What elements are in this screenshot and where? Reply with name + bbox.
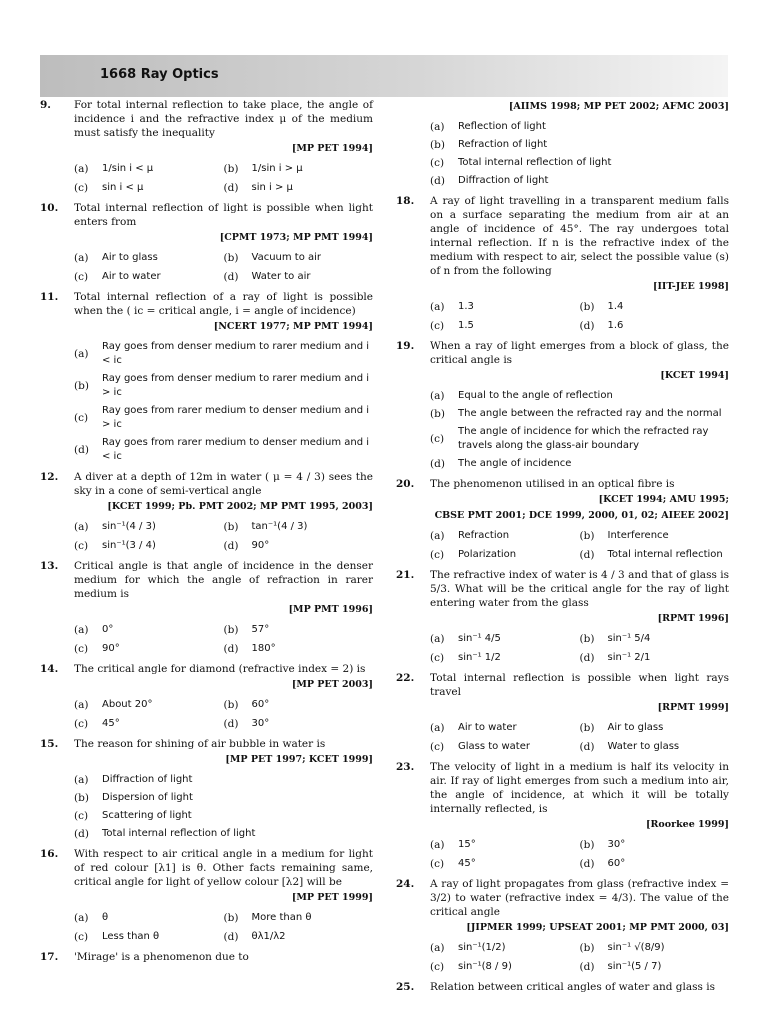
question-text: Relation between critical angles of water and glass is	[430, 981, 715, 993]
option-label: (a)	[430, 839, 445, 851]
question-source: [MP PMT 1996]	[288, 604, 373, 615]
option-label: (b)	[430, 408, 445, 420]
option-text: 1.5	[458, 320, 474, 331]
option-text: Ray goes from rarer medium to denser medium and i > ic	[102, 405, 370, 430]
option-label: (c)	[430, 433, 445, 445]
question-text: The critical angle for diamond (refractive index = 2) is	[74, 663, 366, 675]
answer-option	[430, 407, 729, 421]
option-text: sin⁻¹(5 / 7)	[607, 961, 662, 972]
option-label: (b)	[74, 792, 89, 804]
answer-options	[74, 162, 373, 195]
question-block	[396, 339, 729, 471]
answer-option	[430, 120, 729, 134]
option-text: Total internal reflection of light	[458, 157, 612, 168]
option-label: (d)	[223, 182, 239, 194]
option-label: (c)	[430, 652, 445, 664]
option-text: 1/sin i > μ	[251, 163, 303, 174]
question-block	[396, 100, 729, 188]
option-text: 1.3	[458, 301, 474, 312]
option-label: (c)	[430, 549, 445, 561]
question-text: Total internal reflection of a ray of light is possible when the ( ic = critical angle, i = angle of incidence)	[74, 291, 373, 317]
option-text: 30°	[251, 718, 270, 729]
option-text: Air to water	[458, 722, 517, 733]
question-source: [KCET 1999; Pb. PMT 2002; MP PMT 1995, 2003]	[107, 501, 373, 512]
option-label: (c)	[430, 157, 445, 169]
answer-option	[74, 698, 224, 712]
option-label: (d)	[579, 320, 595, 332]
answer-option	[74, 773, 373, 787]
answer-option	[580, 319, 730, 333]
question-source: [AIIMS 1998; MP PET 2002; AFMC 2003]	[508, 101, 729, 112]
option-label: (a)	[74, 252, 89, 264]
answer-option	[224, 698, 374, 712]
question-block	[40, 737, 373, 841]
question-source: [KCET 1994; AMU 1995;	[598, 494, 729, 505]
question-text: A ray of light propagates from glass (refractive index = 3/2) to water (refractive index = 4/3). The value of the critical angle	[430, 878, 729, 918]
answer-options	[430, 632, 729, 665]
option-text: Water to glass	[607, 741, 680, 752]
answer-options	[430, 120, 729, 188]
option-text: sin⁻¹(1/2)	[458, 942, 506, 953]
answer-option	[580, 300, 730, 314]
option-label: (d)	[430, 175, 445, 187]
question-number: 10.	[40, 202, 59, 214]
option-text: Ray goes from denser medium to rarer medium and i > ic	[102, 373, 370, 398]
option-label: (c)	[74, 182, 89, 194]
question-block	[396, 477, 729, 562]
question-number: 15.	[40, 738, 59, 750]
question-source: [MP PET 2003]	[291, 679, 373, 690]
answer-option	[224, 930, 374, 944]
option-label: (b)	[579, 530, 595, 542]
question-text: The velocity of light in a medium is half its velocity in air. If ray of light emerges from such a medium into air, the angle of incidence, at which it will be totally internally reflected, is	[430, 761, 729, 815]
question-block	[40, 950, 373, 964]
option-text: tan⁻¹(4 / 3)	[251, 521, 308, 532]
answer-option	[74, 911, 224, 925]
option-text: 45°	[102, 718, 120, 729]
answer-option	[74, 251, 224, 265]
question-number: 9.	[40, 99, 51, 111]
option-label: (d)	[74, 828, 89, 840]
answer-options	[74, 773, 373, 841]
option-label: (a)	[74, 163, 89, 175]
option-text: More than θ	[251, 912, 312, 923]
option-text: Interference	[607, 530, 669, 541]
answer-option	[74, 642, 224, 656]
option-label: (a)	[74, 624, 89, 636]
option-text: Refraction	[458, 530, 510, 541]
option-label: (c)	[430, 961, 445, 973]
answer-option	[580, 632, 730, 646]
answer-options	[430, 721, 729, 754]
option-text: 90°	[251, 540, 270, 551]
option-label: (d)	[579, 961, 595, 973]
answer-option	[224, 539, 374, 553]
option-label: (c)	[430, 741, 445, 753]
answer-option	[430, 941, 580, 955]
question-block	[40, 290, 373, 464]
question-text: Total internal reflection is possible when light rays travel	[430, 672, 729, 698]
option-text: sin⁻¹ √(8/9)	[607, 942, 665, 953]
option-text: About 20°	[102, 699, 153, 710]
option-text: Air to glass	[607, 722, 664, 733]
answer-option	[74, 162, 224, 176]
question-block	[40, 662, 373, 731]
option-label: (d)	[430, 458, 445, 470]
answer-options	[74, 623, 373, 656]
option-label: (c)	[74, 412, 89, 424]
question-number: 24.	[396, 878, 415, 890]
option-text: Diffraction of light	[458, 175, 549, 186]
question-text: For total internal reflection to take place, the angle of incidence i and the refractive index μ of the medium must satisfy the inequality	[74, 99, 373, 139]
option-label: (b)	[223, 521, 239, 533]
page-header	[40, 55, 728, 97]
question-number: 11.	[40, 291, 59, 303]
option-label: (a)	[74, 912, 89, 924]
answer-option	[224, 162, 374, 176]
option-label: (b)	[74, 380, 89, 392]
option-text: Dispersion of light	[102, 792, 193, 803]
question-number: 14.	[40, 663, 59, 675]
answer-option	[580, 740, 730, 754]
answer-option	[224, 251, 374, 265]
option-label: (a)	[74, 521, 89, 533]
answer-option	[580, 857, 730, 871]
question-source: [MP PET 1999]	[291, 892, 373, 903]
answer-option	[580, 721, 730, 735]
question-block	[40, 98, 373, 195]
question-text: Critical angle is that angle of incidence in the denser medium for which the angle of refraction in rarer medium is	[74, 560, 373, 600]
option-label: (b)	[223, 163, 239, 175]
option-text: sin i < μ	[102, 182, 144, 193]
option-label: (d)	[223, 718, 239, 730]
question-block	[396, 568, 729, 665]
question-number: 12.	[40, 471, 59, 483]
answer-option	[580, 960, 730, 974]
option-text: Polarization	[458, 549, 517, 560]
option-text: 1.4	[607, 301, 624, 312]
question-source: [RPMT 1996]	[657, 613, 729, 624]
option-text: Scattering of light	[102, 810, 192, 821]
option-text: 30°	[607, 839, 626, 850]
option-label: (b)	[579, 633, 595, 645]
option-text: Ray goes from rarer medium to denser medium and i < ic	[102, 437, 370, 462]
answer-option	[74, 340, 373, 368]
option-label: (b)	[579, 839, 595, 851]
question-block	[40, 847, 373, 944]
option-text: Less than θ	[102, 931, 160, 942]
question-source: [RPMT 1999]	[657, 702, 729, 713]
option-label: (a)	[74, 774, 89, 786]
left-column	[40, 98, 373, 967]
answer-option	[580, 838, 730, 852]
answer-option	[74, 520, 224, 534]
question-number: 19.	[396, 340, 415, 352]
option-text: Air to glass	[102, 252, 158, 263]
option-label: (c)	[74, 540, 89, 552]
answer-option	[430, 319, 580, 333]
question-text: Total internal reflection of light is possible when light enters from	[74, 202, 373, 228]
option-label: (d)	[74, 444, 89, 456]
answer-options	[74, 251, 373, 284]
option-label: (a)	[74, 699, 89, 711]
answer-option	[224, 623, 374, 637]
answer-option	[430, 389, 729, 403]
option-text: 180°	[251, 643, 276, 654]
option-label: (a)	[430, 722, 445, 734]
question-number: 20.	[396, 478, 415, 490]
question-source: CBSE PMT 2001; DCE 1999, 2000, 01, 02; AIEEE 2002]	[434, 510, 729, 521]
option-label: (a)	[430, 530, 445, 542]
question-block	[396, 194, 729, 333]
question-number: 17.	[40, 951, 59, 963]
question-number: 23.	[396, 761, 415, 773]
option-label: (a)	[430, 301, 445, 313]
answer-option	[74, 791, 373, 805]
option-text: sin⁻¹ 5/4	[607, 633, 651, 644]
option-text: sin⁻¹ 2/1	[607, 652, 651, 663]
question-block	[40, 559, 373, 656]
answer-option	[580, 651, 730, 665]
answer-option	[74, 539, 224, 553]
question-block	[396, 671, 729, 754]
option-text: The angle of incidence	[458, 458, 572, 469]
option-label: (d)	[223, 931, 239, 943]
answer-option	[580, 941, 730, 955]
option-text: 45°	[458, 858, 476, 869]
question-number: 22.	[396, 672, 415, 684]
option-label: (d)	[579, 549, 595, 561]
option-text: 0°	[102, 624, 114, 635]
option-text: Diffraction of light	[102, 774, 193, 785]
answer-options	[430, 941, 729, 974]
answer-option	[580, 529, 730, 543]
page-title: 1668 Ray Optics	[100, 67, 219, 82]
answer-options	[74, 520, 373, 553]
question-source: [JIPMER 1999; UPSEAT 2001; MP PMT 2000, 03]	[466, 922, 729, 933]
question-block	[396, 980, 729, 994]
answer-options	[430, 838, 729, 871]
option-text: 60°	[251, 699, 270, 710]
answer-option	[74, 930, 224, 944]
option-label: (c)	[430, 320, 445, 332]
answer-option	[430, 300, 580, 314]
answer-option	[74, 372, 373, 400]
question-text: 'Mirage' is a phenomenon due to	[74, 951, 249, 963]
answer-option	[74, 181, 224, 195]
answer-option	[430, 425, 729, 453]
option-text: sin i > μ	[251, 182, 293, 193]
option-label: (c)	[74, 718, 89, 730]
option-label: (b)	[223, 624, 239, 636]
option-text: θ	[102, 912, 109, 923]
question-number: 13.	[40, 560, 59, 572]
option-text: Equal to the angle of reflection	[458, 390, 613, 401]
option-label: (d)	[579, 741, 595, 753]
answer-options	[430, 389, 729, 471]
question-source: [IIT-JEE 1998]	[652, 281, 729, 292]
question-text: The refractive index of water is 4 / 3 and that of glass is 5/3. What will be the critical angle for the ray of light entering water from the glass	[430, 569, 729, 609]
option-text: sin⁻¹(3 / 4)	[102, 540, 156, 551]
option-label: (b)	[223, 252, 239, 264]
question-source: [MP PET 1997; KCET 1999]	[225, 754, 373, 765]
question-text: A ray of light travelling in a transparent medium falls on a surface separating the medium from air at an angle of incidence of 45°. The ray undergoes total internal reflection. If n is the refractive index of the medium with respect to air, select the possible value (s) of n from the following	[430, 195, 729, 277]
answer-options	[74, 911, 373, 944]
option-text: sin⁻¹ 4/5	[458, 633, 501, 644]
answer-option	[74, 270, 224, 284]
question-text: A diver at a depth of 12m in water ( μ = 4 / 3) sees the sky in a cone of semi-vertical angle	[74, 471, 373, 497]
option-label: (b)	[223, 699, 239, 711]
option-text: sin⁻¹(4 / 3)	[102, 521, 156, 532]
answer-option	[74, 809, 373, 823]
answer-options	[430, 529, 729, 562]
answer-option	[430, 138, 729, 152]
answer-option	[74, 623, 224, 637]
option-text: Reflection of light	[458, 121, 546, 132]
answer-option	[430, 838, 580, 852]
option-text: Refraction of light	[458, 139, 548, 150]
option-label: (d)	[223, 540, 239, 552]
option-text: Glass to water	[458, 741, 530, 752]
option-text: sin⁻¹ 1/2	[458, 652, 501, 663]
question-number: 25.	[396, 981, 415, 993]
answer-option	[74, 404, 373, 432]
question-block	[40, 201, 373, 284]
answer-option	[430, 174, 729, 188]
option-text: 1.6	[607, 320, 624, 331]
option-text: 90°	[102, 643, 120, 654]
question-text: When a ray of light emerges from a block of glass, the critical angle is	[430, 340, 729, 366]
option-label: (a)	[430, 390, 445, 402]
option-text: 1/sin i < μ	[102, 163, 154, 174]
question-number: 21.	[396, 569, 415, 581]
question-number: 18.	[396, 195, 415, 207]
option-label: (a)	[430, 633, 445, 645]
option-label: (d)	[223, 643, 239, 655]
answer-option	[224, 911, 374, 925]
option-text: θλ1/λ2	[251, 931, 286, 942]
option-text: Total internal reflection of light	[102, 828, 256, 839]
answer-option	[224, 642, 374, 656]
answer-option	[580, 548, 730, 562]
answer-option	[224, 717, 374, 731]
answer-option	[430, 632, 580, 646]
option-text: The angle between the refracted ray and the normal	[458, 408, 722, 419]
option-text: The angle of incidence for which the refracted ray travels along the glass-air boundary	[458, 426, 709, 451]
option-label: (b)	[579, 942, 595, 954]
question-text: The phenomenon utilised in an optical fibre is	[430, 478, 675, 490]
answer-option	[74, 436, 373, 464]
answer-option	[224, 181, 374, 195]
option-label: (d)	[579, 858, 595, 870]
option-text: 15°	[458, 839, 476, 850]
option-label: (d)	[223, 271, 239, 283]
option-label: (a)	[430, 942, 445, 954]
question-text: With respect to air critical angle in a medium for light of red colour [λ1] is θ. Other facts remaining same, critical angle for light of yellow colour [λ2] will be	[74, 848, 373, 888]
question-number: 16.	[40, 848, 59, 860]
option-text: Ray goes from denser medium to rarer medium and i < ic	[102, 341, 370, 366]
option-label: (b)	[579, 301, 595, 313]
option-label: (c)	[74, 643, 89, 655]
answer-options	[430, 300, 729, 333]
answer-option	[430, 156, 729, 170]
answer-option	[74, 717, 224, 731]
answer-options	[74, 698, 373, 731]
option-label: (c)	[74, 810, 89, 822]
option-label: (a)	[430, 121, 445, 133]
question-text: The reason for shining of air bubble in water is	[74, 738, 326, 750]
answer-option	[430, 740, 580, 754]
option-label: (c)	[430, 858, 445, 870]
option-text: Water to air	[251, 271, 311, 282]
question-block	[40, 470, 373, 553]
question-block	[396, 877, 729, 974]
question-source: [KCET 1994]	[660, 370, 729, 381]
option-label: (b)	[223, 912, 239, 924]
question-block	[396, 760, 729, 871]
answer-options	[74, 340, 373, 464]
option-text: 57°	[251, 624, 270, 635]
option-text: Vacuum to air	[251, 252, 322, 263]
right-column	[396, 98, 729, 997]
answer-option	[430, 457, 729, 471]
option-label: (b)	[579, 722, 595, 734]
option-text: sin⁻¹(8 / 9)	[458, 961, 512, 972]
answer-option	[430, 548, 580, 562]
question-source: [MP PET 1994]	[291, 143, 373, 154]
answer-option	[430, 529, 580, 543]
answer-option	[224, 520, 374, 534]
option-label: (c)	[74, 931, 89, 943]
option-text: Total internal reflection	[607, 549, 723, 560]
option-label: (c)	[74, 271, 89, 283]
question-source: [Roorkee 1999]	[646, 819, 729, 830]
option-text: Air to water	[102, 271, 161, 282]
option-label: (b)	[430, 139, 445, 151]
answer-option	[430, 721, 580, 735]
answer-option	[74, 827, 373, 841]
option-text: 60°	[607, 858, 626, 869]
answer-option	[430, 651, 580, 665]
option-label: (d)	[579, 652, 595, 664]
answer-option	[430, 857, 580, 871]
answer-option	[430, 960, 580, 974]
question-source: [CPMT 1973; MP PMT 1994]	[219, 232, 373, 243]
question-source: [NCERT 1977; MP PMT 1994]	[213, 321, 373, 332]
option-label: (a)	[74, 348, 89, 360]
answer-option	[224, 270, 374, 284]
